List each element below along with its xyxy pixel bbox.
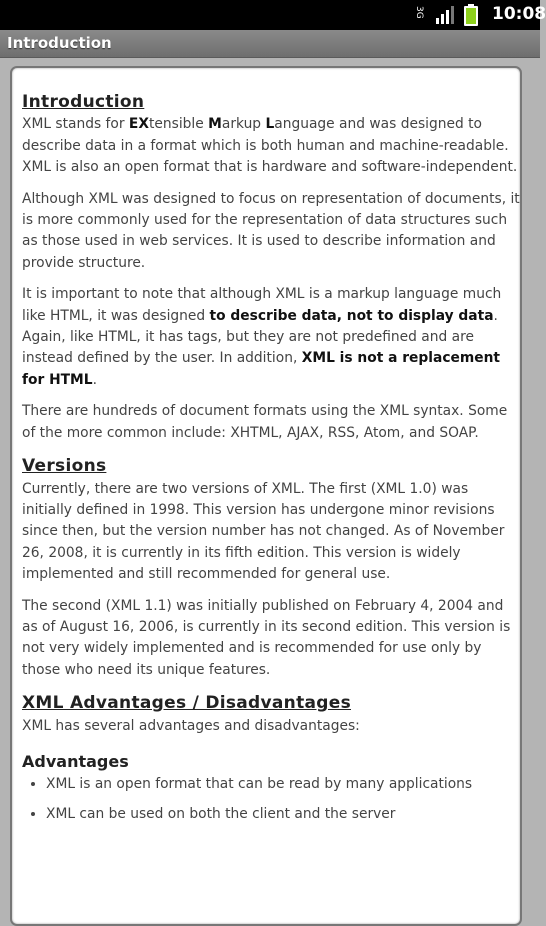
article[interactable] xyxy=(22,92,520,833)
advantages-subheading: Advantages xyxy=(22,751,129,771)
versions-heading: Versions xyxy=(22,456,107,477)
intro-paragraph-2: Although XML was designed to focus on representation of documents, it is more commonly used for the representation of data structures such as those used in web services. It is used to describe information and provide structure. xyxy=(22,190,520,271)
intro-paragraph-3: It is important to note that although XML is a markup language much like HTML, it was designed to describe data, not to display data. Again, like HTML, it has tags, but they are not predefined and are instead defined by the user. In addition, XML is not a replacement for HTML. xyxy=(22,286,502,388)
window-title: Introduction xyxy=(7,34,112,52)
list-item: • XML is an open format that can be read by many applications xyxy=(46,774,520,795)
signal-icon xyxy=(436,5,456,24)
versions-paragraph-1: Currently, there are two versions of XML. The first (XML 1.0) was initially defined in 1998. This version has undergone minor revisions since then, but the version number has not changed. As of November 26, 2008, it is currently in its fifth edition. This version is widely implemented and still recommended for general use. xyxy=(22,480,505,583)
battery-icon xyxy=(463,4,479,26)
title-bar xyxy=(0,30,540,58)
advantages-list xyxy=(22,774,520,825)
network-type-label: 3G xyxy=(414,6,424,19)
clock: 10:08 xyxy=(492,4,546,24)
intro-paragraph-4: There are hundreds of document formats using the XML syntax. Some of the more common include: XHTML, AJAX, RSS, Atom, and SOAP. xyxy=(22,403,508,441)
advantages-disadvantages-paragraph: XML has several advantages and disadvantages: xyxy=(22,717,360,734)
advantages-disadvantages-heading: XML Advantages / Disadvantages xyxy=(22,693,351,714)
versions-paragraph-2: The second (XML 1.1) was initially published on February 4, 2004 and as of August 16, 2006, is currently in its second edition. This version is not very widely implemented and is recommended for use only by those who need its unique features. xyxy=(22,597,511,678)
intro-heading: Introduction xyxy=(22,92,145,112)
list-item: • XML can be used on both the client and the server xyxy=(46,804,520,825)
intro-paragraph-1: XML stands for EXtensible Markup Language and was designed to describe data in a format which is both human and machine-readable. XML is also an open format that is hardware and software-independent. xyxy=(22,116,518,176)
network-type-indicator xyxy=(409,6,423,24)
status-bar xyxy=(0,0,546,30)
